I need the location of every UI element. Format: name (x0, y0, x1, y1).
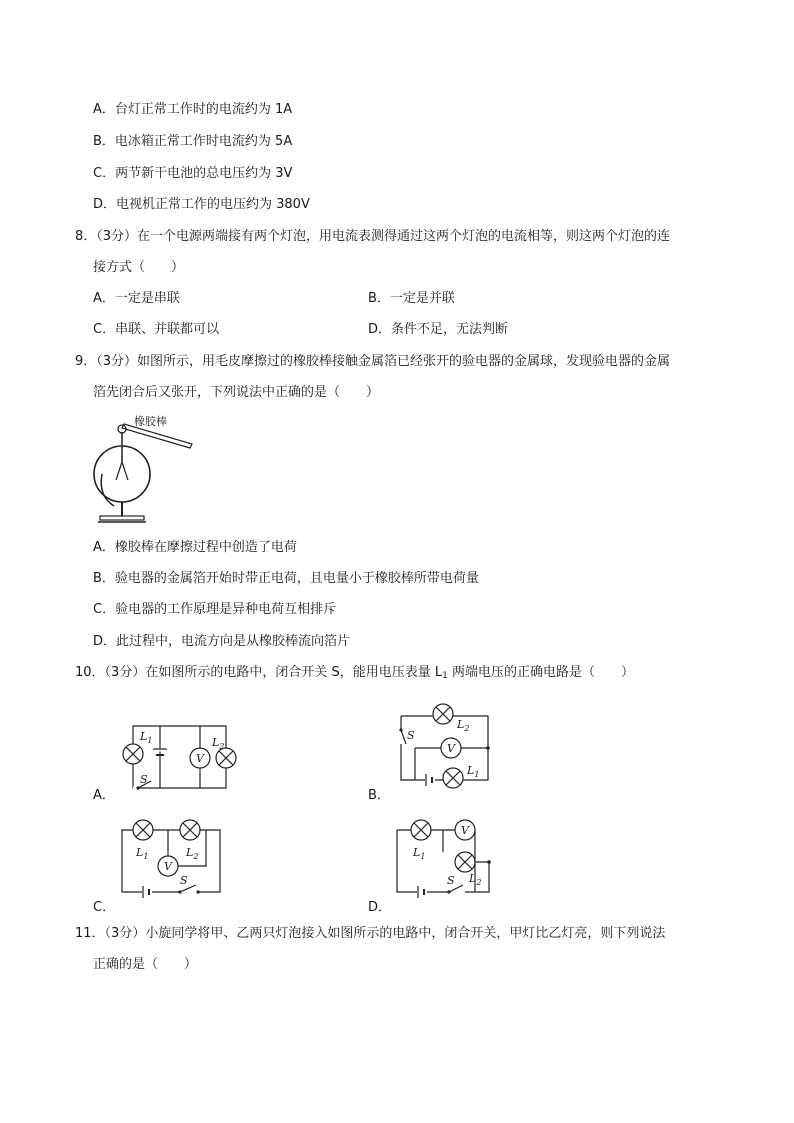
circuit-d-switch-label: S (447, 874, 455, 887)
circuit-d-voltmeter-label: V (461, 824, 469, 837)
q10-option-d-label: D． (368, 900, 392, 915)
q10-stem-post: 两端电压的正确电路是（ ） (447, 665, 634, 680)
circuit-b-voltmeter-label: V (447, 742, 455, 755)
q10-stem (75, 664, 634, 685)
q9-stem-line1: 9．（3分）如图所示，用毛皮摩擦过的橡胶棒接触金属箔已经张开的验电器的金属球，发现验电器的金属 (75, 354, 671, 369)
circuit-d-l1-label: $L_1$ (413, 846, 426, 861)
circuit-c-voltmeter-label: V (164, 860, 172, 873)
q9-option-b: B．验电器的金属箔开始时带正电荷，且电量小于橡胶棒所带电荷量 (93, 571, 479, 586)
q8-option-d: D．条件不足，无法判断 (368, 322, 509, 337)
circuit-b-l1-label: $L_1$ (467, 764, 480, 779)
q11-stem-line1: 11．（3分）小旋同学将甲、乙两只灯泡接入如图所示的电路中，闭合开关，甲灯比乙灯亮，则下列说法 (75, 926, 666, 941)
q8-option-a: A．一定是串联 (93, 291, 180, 306)
q7-option-d: D．电视机正常工作的电压约为 380V (93, 197, 310, 212)
electroscope-figure (92, 410, 202, 528)
q9-option-c: C．验电器的工作原理是异种电荷互相排斥 (93, 602, 337, 617)
rubber-rod-label: 橡胶棒 (134, 415, 167, 428)
q9-stem-line2: 箔先闭合后又张开，下列说法中正确的是（ ） (93, 385, 380, 400)
q9-option-d: D．此过程中，电流方向是从橡胶棒流向箔片 (93, 634, 351, 649)
circuit-a-l1-label: $L_1$ (140, 730, 153, 745)
circuit-a-l2-label: $L_2$ (212, 736, 225, 751)
q7-option-c: C．两节新干电池的总电压约为 3V (93, 166, 293, 181)
q10-option-a-label: A． (93, 788, 115, 803)
circuit-a-switch-label: S (140, 773, 148, 786)
circuit-b-l2-label: $L_2$ (457, 718, 470, 733)
circuit-d-l2-label: $L_2$ (469, 872, 482, 887)
circuit-a-voltmeter-label: V (196, 752, 204, 765)
circuit-b-switch-label: S (407, 729, 415, 742)
circuit-b (393, 702, 495, 790)
q10-stem-pre: 10．（3分）在如图所示的电路中，闭合开关 S，能用电压表量 L (75, 665, 443, 680)
q8-stem-line1: 8．（3分）在一个电源两端接有两个灯泡，用电流表测得通过这两个灯泡的电流相等，则这两个灯泡的连 (75, 229, 671, 244)
q8-option-b: B．一定是并联 (368, 291, 455, 306)
circuit-c-l1-label: $L_1$ (136, 846, 149, 861)
circuit-c (118, 818, 228, 900)
circuit-c-l2-label: $L_2$ (186, 846, 199, 861)
q10-option-b-label: B． (368, 788, 390, 803)
q11-stem-line2: 正确的是（ ） (93, 957, 198, 972)
q9-option-a: A．橡胶棒在摩擦过程中创造了电荷 (93, 540, 297, 555)
q7-option-a: A．台灯正常工作时的电流约为 1A (93, 102, 293, 117)
q8-stem-line2: 接方式（ ） (93, 260, 185, 275)
q10-option-c-label: C． (93, 900, 116, 915)
q7-option-b: B．电冰箱正常工作时电流约为 5A (93, 134, 293, 149)
circuit-a (118, 718, 240, 798)
circuit-c-switch-label: S (180, 874, 188, 887)
circuit-d (393, 818, 495, 902)
q10-stem-subscript: 1 (442, 671, 448, 681)
q8-option-c: C．串联、并联都可以 (93, 322, 220, 337)
